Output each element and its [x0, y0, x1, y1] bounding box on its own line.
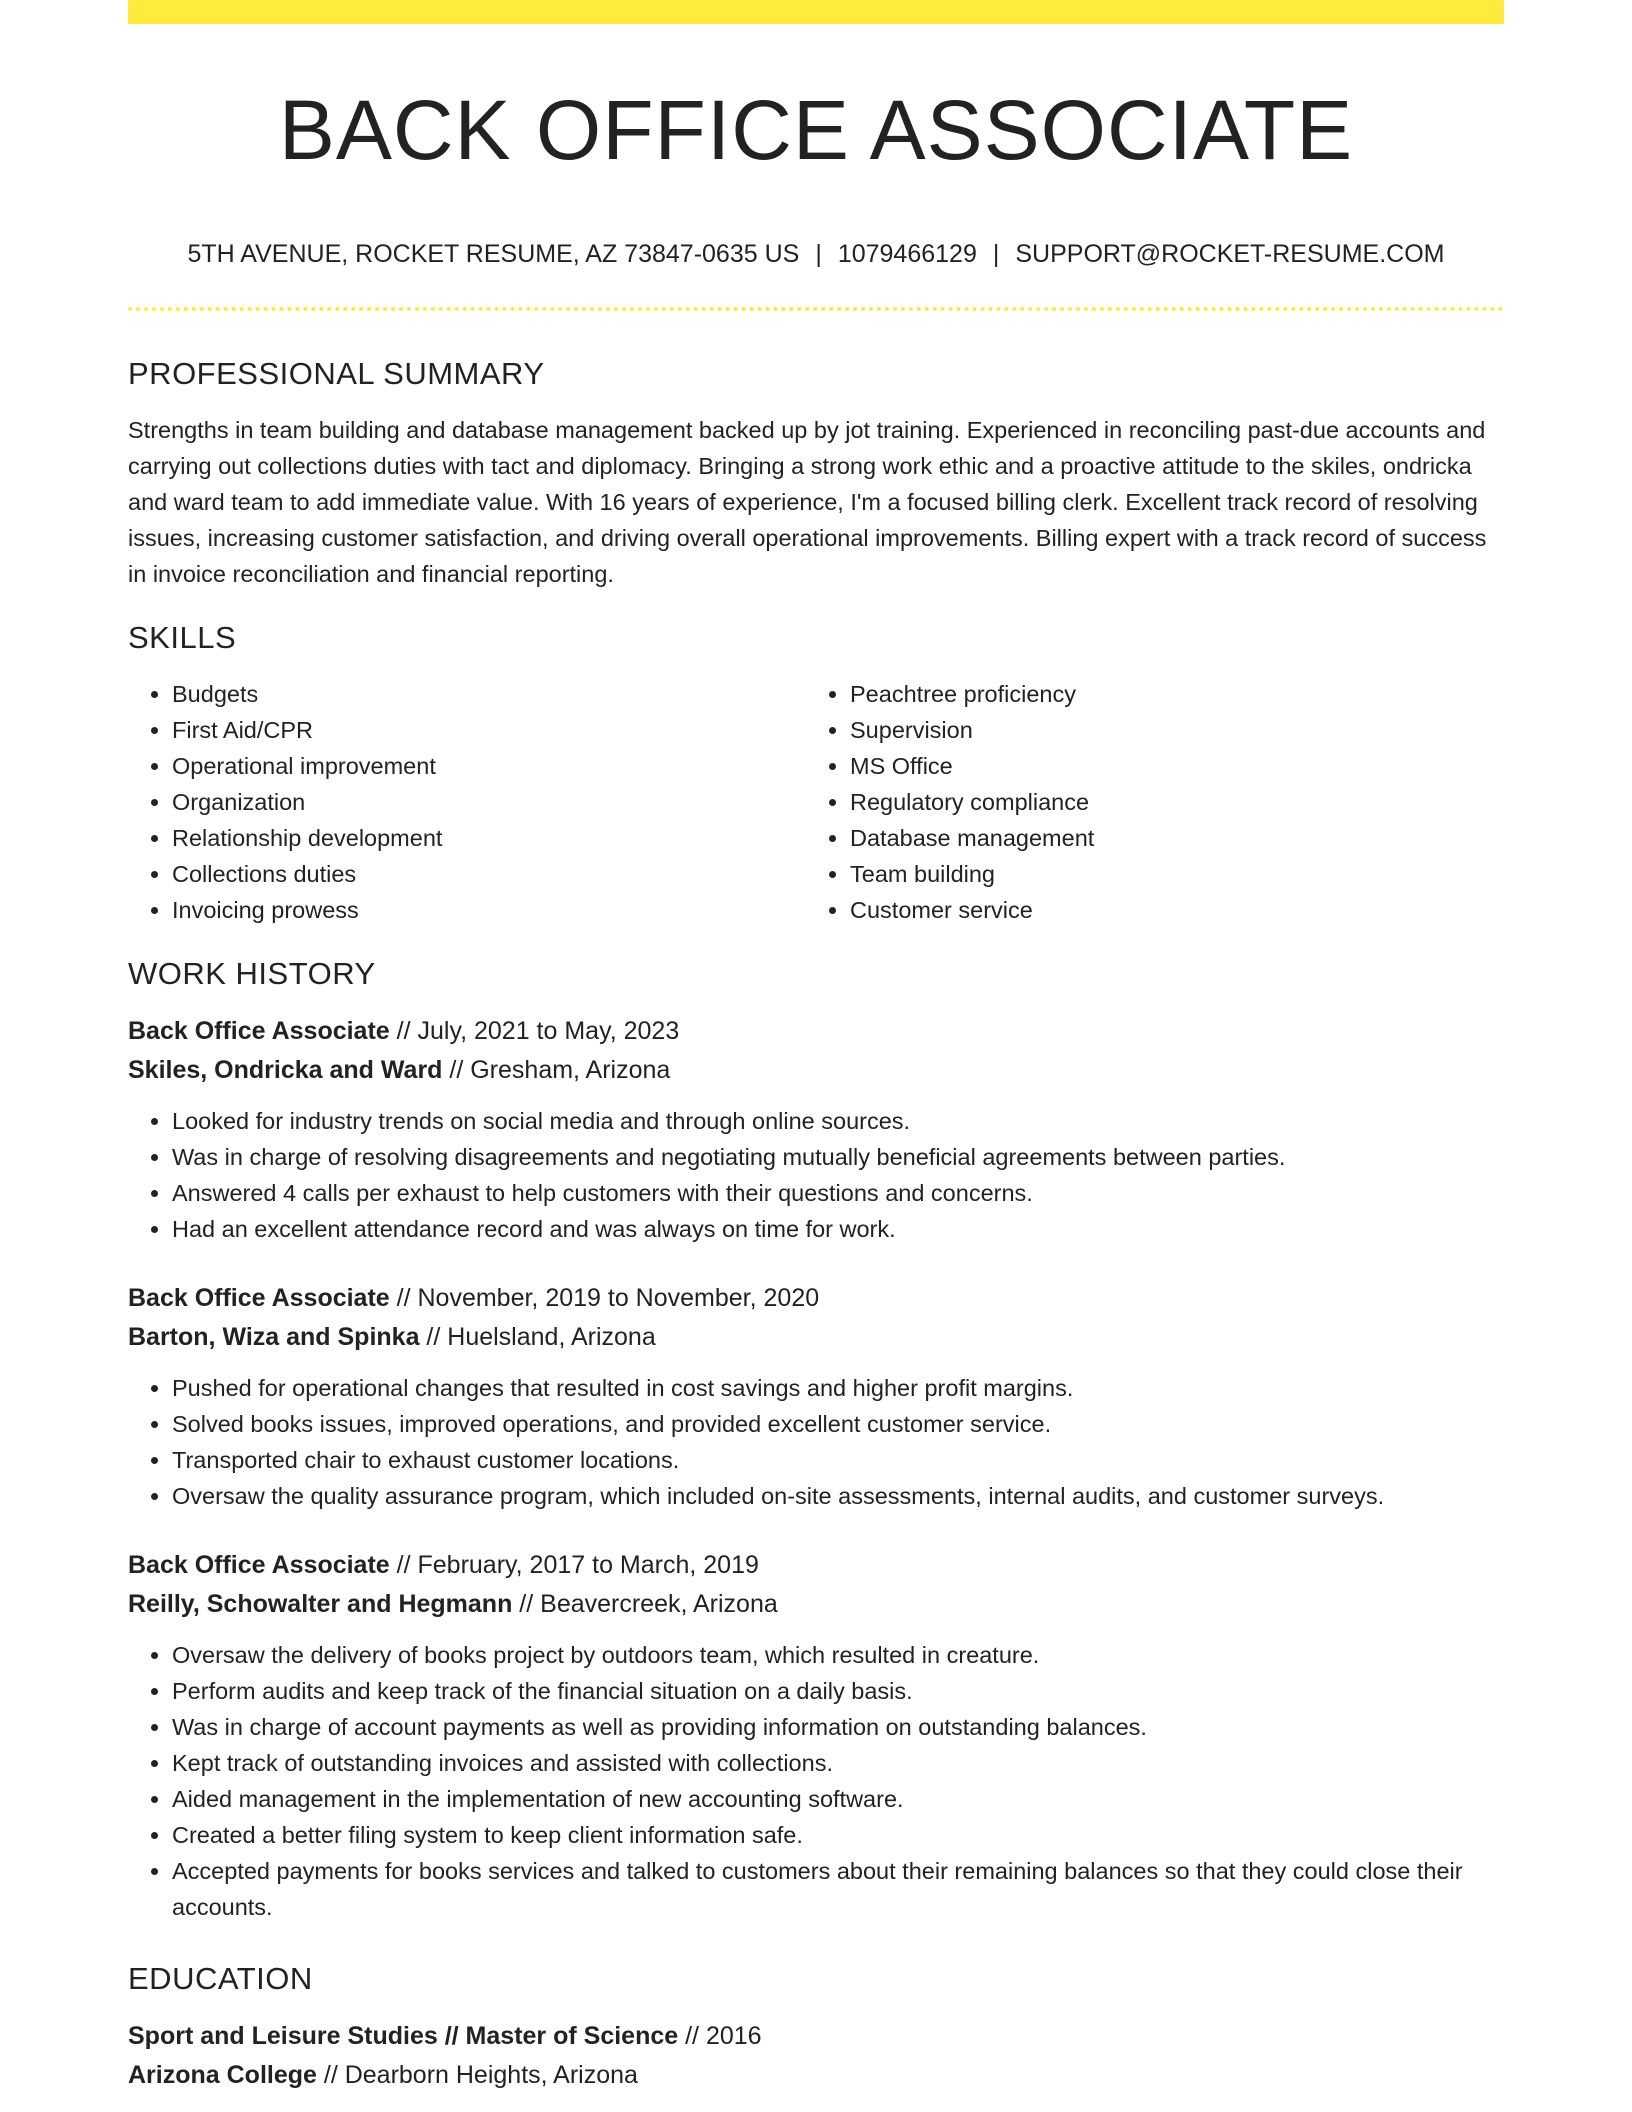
skills-list-left [128, 676, 806, 928]
job-location: // Gresham, Arizona [442, 1055, 671, 1084]
work-history-section [128, 952, 1504, 1925]
job-company-line [128, 1051, 1504, 1090]
job-bullet: • Kept track of outstanding invoices and assisted with collections. [172, 1745, 1504, 1781]
skills-right-column [806, 676, 1484, 928]
job-dates: // July, 2021 to May, 2023 [389, 1017, 680, 1045]
education-degree: Sport and Leisure Studies // Master of Science [128, 2022, 679, 2050]
job-title: Back Office Associate [128, 1284, 390, 1312]
job-bullet: • Created a better filing system to keep client information safe. [172, 1817, 1504, 1853]
education-school: Arizona College [128, 2060, 317, 2089]
job-bullet: • Answered 4 calls per exhaust to help customers with their questions and concerns. [172, 1175, 1504, 1211]
job-company-line [128, 1318, 1504, 1357]
skill-item: • Regulatory compliance [850, 784, 1484, 820]
skills-list-right [806, 676, 1484, 928]
job-location: // Huelsland, Arizona [419, 1322, 656, 1351]
job-bullet: • Oversaw the quality assurance program, which included on-site assessments, internal audits, and customer surveys. [172, 1478, 1504, 1514]
job-bullet: • Perform audits and keep track of the financial situation on a daily basis. [172, 1673, 1504, 1709]
job-company: Reilly, Schowalter and Hegmann [128, 1589, 513, 1618]
skill-item: • Budgets [172, 676, 806, 712]
contact-line [128, 236, 1504, 272]
job-location: // Beavercreek, Arizona [512, 1589, 778, 1618]
contact-separator: | [992, 240, 1000, 268]
summary-text: Strengths in team building and database management backed up by jot training. Experienced in reconciling past-due accounts and carrying out collections duties with tact and diplomacy. Bringing a strong work ethic and a proactive attitude to the skiles, ondricka and ward team to add immediate value. With 16 years of experience, I'm a focused billing clerk. Excellent track record of resolving issues, increasing customer satisfaction, and driving overall operational improvements. Billing expert with a track record of success in invoice reconciliation and financial reporting. [128, 417, 1487, 587]
job-bullet: • Aided management in the implementation of new accounting software. [172, 1781, 1504, 1817]
job-bullets [128, 1370, 1504, 1514]
job-dates: // February, 2017 to March, 2019 [389, 1551, 759, 1579]
skills-left-column [128, 676, 806, 928]
job-entry [128, 1546, 1504, 1925]
education-heading: EDUCATION [128, 1961, 313, 1996]
job-bullet: • Was in charge of resolving disagreements and negotiating mutually beneficial agreements between parties. [172, 1139, 1504, 1175]
job-company-line [128, 1585, 1504, 1624]
education-school-line [128, 2056, 1504, 2095]
skill-item: • MS Office [850, 748, 1484, 784]
resume-title: BACK OFFICE ASSOCIATE [278, 83, 1354, 177]
skill-item: • Operational improvement [172, 748, 806, 784]
job-bullet: • Had an excellent attendance record and was always on time for work. [172, 1211, 1504, 1247]
contact-address: 5TH AVENUE, ROCKET RESUME, AZ 73847-0635 US [187, 240, 800, 268]
skill-item: • Organization [172, 784, 806, 820]
job-title-line [128, 1012, 1504, 1051]
skills-section [128, 616, 1504, 928]
job-title-line [128, 1546, 1504, 1585]
skill-item: • Relationship development [172, 820, 806, 856]
job-bullet: • Pushed for operational changes that resulted in cost savings and higher profit margins. [172, 1370, 1504, 1406]
header-divider [128, 307, 1504, 311]
education-location: // Dearborn Heights, Arizona [316, 2060, 638, 2089]
education-section [128, 1957, 1504, 2094]
job-bullet: • Looked for industry trends on social media and through online sources. [172, 1103, 1504, 1139]
job-title-line [128, 1279, 1504, 1318]
job-company: Skiles, Ondricka and Ward [128, 1055, 443, 1084]
job-title: Back Office Associate [128, 1017, 390, 1045]
job-bullet: • Solved books issues, improved operations, and provided excellent customer service. [172, 1406, 1504, 1442]
job-entry [128, 1012, 1504, 1247]
skill-item: • Customer service [850, 892, 1484, 928]
work-history-heading: WORK HISTORY [128, 956, 376, 991]
job-company: Barton, Wiza and Spinka [128, 1322, 420, 1351]
skill-item: • Peachtree proficiency [850, 676, 1484, 712]
job-bullet: • Was in charge of account payments as well as providing information on outstanding balances. [172, 1709, 1504, 1745]
resume-body [128, 352, 1504, 2094]
skill-item: • Supervision [850, 712, 1484, 748]
skill-item: • Invoicing prowess [172, 892, 806, 928]
job-bullets [128, 1637, 1504, 1925]
summary-section [128, 352, 1504, 592]
contact-email: SUPPORT@ROCKET-RESUME.COM [1015, 240, 1445, 268]
contact-phone: 1079466129 [837, 240, 977, 268]
job-bullets [128, 1103, 1504, 1247]
skills-columns [128, 676, 1504, 928]
top-accent-bar [128, 0, 1504, 24]
job-title: Back Office Associate [128, 1551, 390, 1579]
skill-item: • Collections duties [172, 856, 806, 892]
job-bullet: • Oversaw the delivery of books project by outdoors team, which resulted in creature. [172, 1637, 1504, 1673]
skill-item: • Database management [850, 820, 1484, 856]
education-degree-line [128, 2017, 1504, 2056]
job-bullet: • Transported chair to exhaust customer locations. [172, 1442, 1504, 1478]
education-year: // 2016 [678, 2022, 762, 2050]
skill-item: • Team building [850, 856, 1484, 892]
summary-heading: PROFESSIONAL SUMMARY [128, 356, 545, 391]
skill-item: • First Aid/CPR [172, 712, 806, 748]
job-dates: // November, 2019 to November, 2020 [389, 1284, 820, 1312]
job-entry [128, 1279, 1504, 1514]
contact-separator: | [815, 240, 822, 268]
job-bullet: • Accepted payments for books services and talked to customers about their remaining balances so that they could close their accounts. [172, 1853, 1504, 1925]
skills-heading: SKILLS [128, 620, 237, 655]
